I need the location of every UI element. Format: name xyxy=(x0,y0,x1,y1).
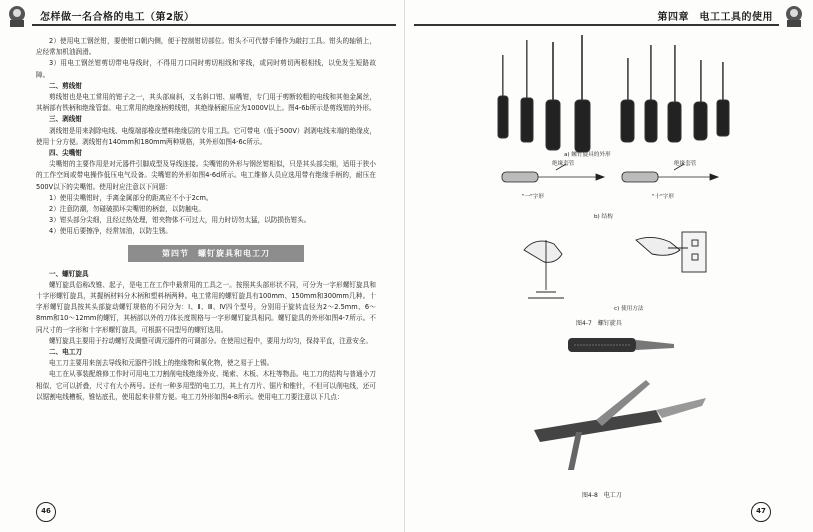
usage-method-diagram xyxy=(524,232,706,298)
caption-c: c) 使用方法 xyxy=(614,306,644,312)
book-title: 怎样做一名合格的电工（第2版） xyxy=(40,12,195,23)
page-number: 46 xyxy=(36,502,56,522)
figure-4-7-caption: 图4-7 螺钉旋具 xyxy=(576,320,622,327)
section-heading: 四、尖嘴钳 xyxy=(49,149,82,158)
paragraph: 螺钉旋具主要用于拧动螺钉及调整可调元器件的可调部分。在使用过程中，要用力均匀，保持平直，注意安全。 xyxy=(49,336,373,345)
paragraph: 3）用电工钢丝钳剪切带电导线时，不得用刀口同时剪切相线和零线，或同时剪切两根相线，以免发生短路故障。 xyxy=(36,59,376,79)
paragraph: 电工在从事装配维修工作时可用电工刀割削电线绝缘外皮、绳索、木板、木柱等物品。电工刀的结构与普通小刀相似，它可以折叠，尺寸有大小两号。还有一种多用型的电工刀，其上有刀片、锯片和锥针，不但可以削电线，还可以锯割电线槽板，锥钻底孔，使用起来非常方便。电工刀外形如图4-8所示。使用电工刀要注意以下几点： xyxy=(36,370,376,401)
paragraph: 螺钉旋具俗称改锥、起子，是电工在工作中最常用的工具之一。按照其头部形状不同，可分为一字形螺钉旋具和十字形螺钉旋具，其握柄材料分木柄和塑料柄两种。电工常用的螺钉旋具有100mm、150mm和300mm几种。十字形螺钉旋具按其头部旋动螺钉规格的不同分为：Ⅰ、Ⅱ、Ⅲ、Ⅳ四个型号，分别用于旋转直径为2～2.5mm、6～8mm和10～12mm的螺钉，其柄部以外的刀体长度规格与一字形螺钉旋具相同。螺钉旋具的外形如图4-7所示。不同尺寸的一字形和十字形螺钉旋具，可根据不同型号的螺钉选用。 xyxy=(36,280,376,334)
electrician-logo-icon xyxy=(4,4,30,28)
section-heading: 三、剥线钳 xyxy=(49,115,82,124)
electrician-knife-icon xyxy=(568,338,674,352)
paragraph: 剥线钳是用来剥除电线、电缆端部橡皮塑料绝缘层的专用工具。它可带电（低于500V）剥剥电线末端的绝缘皮，使用十分方便。剥线钳有140mm和180mm两种规格，其外形如图4-6c所示。 xyxy=(36,126,377,146)
label-cross-type: "十"字形 xyxy=(652,194,674,200)
screwdriver-photo xyxy=(406,0,813,532)
section-banner: 第四节 螺钉旋具和电工刀 xyxy=(128,245,304,262)
paragraph: 2）使用电工钢丝钳，要使钳口朝内侧，便于控制钳切部位。钳头不可代替手锤作为敲打工具。钳头的轴销上，应经常加机油润滑。 xyxy=(36,37,376,57)
chapter-title: 第四章 电工工具的使用 xyxy=(657,12,773,23)
paragraph: 剪线钳也是电工常用的钳子之一，其头部扁斜，又名斜口钳、扁嘴钳，专门用于剪断较粗的电线和其他金属丝，其柄部有铁柄和绝缘管套。电工常用的绝缘柄剪线钳，其绝缘柄耐压应为1000V以上。图4-6b所示是剪线钳的外形。 xyxy=(36,93,376,113)
label-insulating-sleeve: 绝缘套管 xyxy=(674,161,697,167)
section-heading: 二、电工刀 xyxy=(49,348,82,357)
left-page-header xyxy=(4,6,396,30)
label-flat-type: "一"字形 xyxy=(522,194,544,200)
caption-b: b) 结构 xyxy=(594,214,613,220)
list-item: 4）使用后要擦净，经常加油，以防生锈。 xyxy=(49,227,172,236)
section-heading: 一、螺钉旋具 xyxy=(49,269,89,278)
list-item: 1）使用尖嘴钳时，手离金属部分的距离应不小于2cm。 xyxy=(49,193,213,202)
left-page xyxy=(0,0,405,532)
header-rule xyxy=(32,24,396,26)
label-insulating-sleeve: 绝缘套管 xyxy=(552,161,575,167)
list-item: 2）注意防潮，勿碰破损坏尖嘴钳的柄套，以防触电。 xyxy=(49,205,205,214)
paragraph: 尖嘴钳的主要作用是对元器件引脚成型及导线连接。尖嘴钳的外形与钢丝钳相似，只是其头部尖细，适用于狭小的工作空间或带电操作低压电气设备。尖嘴钳的外形如图4-6d所示。电工维修人员应选用带有绝缘手柄的，耐压在500V以下的尖嘴钳。使用时应注意以下问题： xyxy=(36,160,376,191)
section-heading: 二、剪线钳 xyxy=(49,81,82,90)
right-page xyxy=(406,0,813,532)
figure-4-8-caption: 图4-8 电工刀 xyxy=(582,492,622,499)
caption-a: a) 螺钉旋具的外形 xyxy=(564,152,611,158)
page-number: 47 xyxy=(751,502,771,522)
left-page-body xyxy=(36,36,376,403)
multipurpose-knife-icon xyxy=(534,380,706,470)
screwdriver-set-icon xyxy=(498,35,729,152)
paragraph: 电工刀主要用来剖去导线和元器件引线上的绝缘物和氧化物，使之易于上锡。 xyxy=(49,359,274,368)
list-item: 3）钳头部分尖细，且经过热处理，钳夹物体不可过大，用力时切勿太猛，以防损伤钳头。 xyxy=(49,216,311,225)
